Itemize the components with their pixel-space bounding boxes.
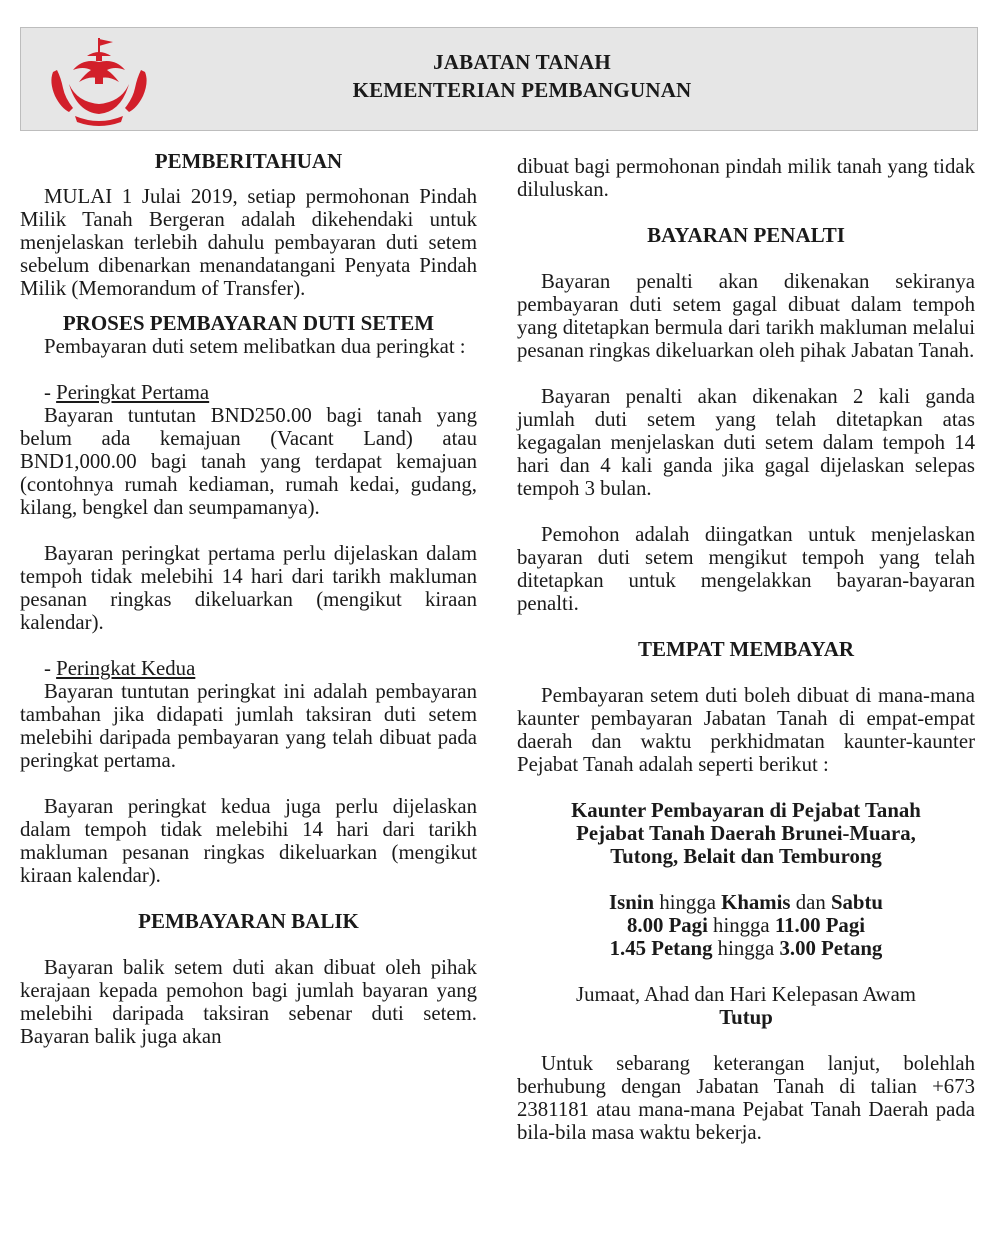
paragraph-reminder: Pemohon adalah diingatkan untuk menjelaskan bayaran duti setem mengikut tempoh yang telah ditetapkan untuk mengelakkan bayaran-bayaran penalti. xyxy=(517,523,975,615)
link-peringkat-kedua: Peringkat Kedua xyxy=(56,657,196,680)
paragraph-first-stage-deadline: Bayaran peringkat pertama perlu dijelaskan dalam tempoh tidak melebihi 14 hari dari tarikh makluman pesanan ringkas dikeluarkan (mengikut kiraan kalendar). xyxy=(20,542,477,634)
opening-days: Isnin hingga Khamis dan Sabtu xyxy=(609,891,883,914)
paragraph-two-stages: Pembayaran duti setem melibatkan dua peringkat : xyxy=(44,335,466,358)
link-peringkat-pertama: Peringkat Pertama xyxy=(56,381,210,404)
counter-line-1: Kaunter Pembayaran di Pejabat Tanah xyxy=(571,799,921,822)
heading-bayaran-penalti: BAYARAN PENALTI xyxy=(647,223,845,247)
counter-line-3: Tutong, Belait dan Temburong xyxy=(610,845,882,868)
counter-line-2: Pejabat Tanah Daerah Brunei-Muara, xyxy=(576,822,916,845)
paragraph-penalty-conditions: Bayaran penalti akan dikenakan sekiranya pembayaran duti setem gagal dibuat dalam tempoh yang ditetapkan bermula dari tarikh makluman melalui pesanan ringkas dikeluarkan oleh pihak Jabatan Tanah. xyxy=(517,270,975,362)
paragraph-penalty-amount: Bayaran penalti akan dikenakan 2 kali ganda jumlah duti setem yang telah ditetapkan atas kegagalan menjelaskan duti setem dalam tempoh 14 hari dan 4 kali ganda jika gagal dijelaskan selepas tempoh 3 bulan. xyxy=(517,385,975,500)
header-banner xyxy=(20,27,978,131)
paragraph-first-stage: Bayaran tuntutan BND250.00 bagi tanah yang belum ada kemajuan (Vacant Land) atau BND1,000.00 bagi tanah yang terdapat kemajuan (contohnya rumah kediaman, rumah kedai, gudang, kilang, bengkel dan seumpamanya). xyxy=(20,404,477,519)
paragraph-refund-continued: dibuat bagi permohonan pindah milik tanah yang tidak diluluskan. xyxy=(517,155,975,201)
ministry-name: KEMENTERIAN PEMBANGUNAN xyxy=(352,78,692,102)
paragraph-notice: MULAI 1 Julai 2019, setiap permohonan Pindah Milik Tanah Bergeran adalah dikehendaki untuk menjelaskan terlebih dahulu pembayaran duti setem sebelum dibenarkan menandatangani Penyata Pindah Milik (Memorandum of Transfer). xyxy=(20,185,477,300)
subheading-peringkat-kedua: - Peringkat Kedua xyxy=(44,657,196,680)
afternoon-hours: 1.45 Petang hingga 3.00 Petang xyxy=(609,937,883,960)
right-column xyxy=(517,155,975,1144)
heading-pemberitahuan: PEMBERITAHUAN xyxy=(154,149,343,173)
subheading-peringkat-pertama: - Peringkat Pertama xyxy=(44,381,210,404)
heading-pembayaran-balik: PEMBAYARAN BALIK xyxy=(138,909,359,933)
closed-label: Tutup xyxy=(719,1006,773,1029)
paragraph-contact: Untuk sebarang keterangan lanjut, bolehlah berhubung dengan Jabatan Tanah di talian +673 2381181 atau mana-mana Pejabat Tanah Daerah pada bila-bila masa waktu bekerja. xyxy=(517,1052,975,1144)
heading-tempat-membayar: TEMPAT MEMBAYAR xyxy=(637,637,855,661)
left-column xyxy=(20,150,477,1048)
paragraph-payment-location: Pembayaran setem duti boleh dibuat di mana-mana kaunter pembayaran Jabatan Tanah di empat-empat daerah dan waktu perkhidmatan kaunter-kaunter Pejabat Tanah adalah seperti berikut : xyxy=(517,684,975,776)
department-name: JABATAN TANAH xyxy=(433,50,611,74)
paragraph-second-stage-deadline: Bayaran peringkat kedua juga perlu dijelaskan dalam tempoh tidak melebihi 14 hari dari tarikh makluman pesanan ringkas dikeluarkan (mengikut kiraan kalendar). xyxy=(20,795,477,887)
closed-days: Jumaat, Ahad dan Hari Kelepasan Awam xyxy=(576,983,916,1006)
morning-hours: 8.00 Pagi hingga 11.00 Pagi xyxy=(626,914,865,937)
paragraph-second-stage: Bayaran tuntutan peringkat ini adalah pembayaran tambahan jika didapati jumlah taksiran duti setem melebihi daripada pembayaran yang telah dibuat pada peringkat pertama. xyxy=(20,680,477,772)
header-title xyxy=(21,48,977,104)
heading-proses-pembayaran: PROSES PEMBAYARAN DUTI SETEM xyxy=(62,311,435,335)
paragraph-refund: Bayaran balik setem duti akan dibuat oleh pihak kerajaan kepada pemohon bagi jumlah bayaran yang melebihi daripada taksiran sebenar duti setem. Bayaran balik juga akan xyxy=(20,956,477,1048)
